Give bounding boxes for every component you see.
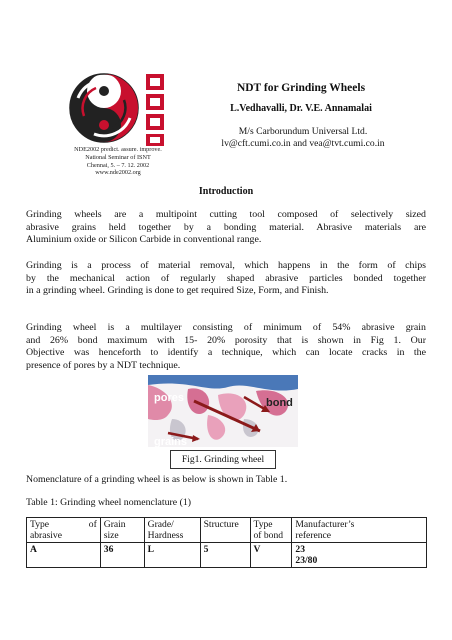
table-cell: V xyxy=(250,543,292,568)
paragraph-line: abrasive grains held together by a bonding material. Abrasive materials are xyxy=(26,221,426,233)
table-cell: 36 xyxy=(100,543,144,568)
figure-caption: Fig1. Grinding wheel xyxy=(170,450,276,469)
conference-line: Chennai, 5. – 7. 12. 2002 xyxy=(86,161,150,169)
paragraph-1 xyxy=(26,209,426,247)
paragraph-line: Objective was henceforth to identify a technique, which can locate cracks in the xyxy=(26,347,426,359)
conference-info xyxy=(56,146,180,177)
paragraph-2 xyxy=(26,260,426,298)
table-header-cell: Type of bond xyxy=(250,518,292,543)
paper-title: NDT for Grinding Wheels xyxy=(236,82,366,94)
conference-line: National Seminar of ISNT xyxy=(85,153,151,161)
paragraph-line: Grinding is a process of material removal, which happens in the form of chips xyxy=(26,260,426,271)
paragraph-3 xyxy=(26,322,426,372)
paragraph-line: Aluminium oxide or Silicon Carbide in conventional range. xyxy=(26,234,262,246)
section-heading: Introduction xyxy=(198,186,254,197)
figure-label-grains: grains xyxy=(154,436,188,447)
conference-line: NDE2002 predict. assure. improve. xyxy=(74,146,162,153)
nde2002-logo xyxy=(64,68,176,150)
figure-label-pores: pores xyxy=(154,392,184,404)
paragraph-line: Grinding wheel is a multilayer consisting of minimum of 54% abrasive grain xyxy=(26,322,426,333)
table-cell: L xyxy=(144,543,200,568)
paragraph-line: and 26% bond maximum with 15- 20% porosity that is shown in Fig 1. Our xyxy=(26,334,426,346)
grinding-wheel-figure xyxy=(148,375,298,447)
table-header-cell: Manufacturer’s reference xyxy=(292,518,427,543)
table-header-cell: Structure xyxy=(200,518,250,543)
table-header-cell: Grade/ Hardness xyxy=(144,518,200,543)
table-cell: 23 23/80 xyxy=(292,543,427,568)
table-header-cell: Grain size xyxy=(100,518,144,543)
nomenclature-table xyxy=(26,517,427,568)
paragraph-line: presence of pores by a NDT technique. xyxy=(26,359,181,371)
paragraph-line: in a grinding wheel. Grinding is done to get required Size, Form, and Finish. xyxy=(26,285,329,297)
table-cell: A xyxy=(27,543,101,568)
paragraph-line: Grinding wheels are a multipoint cutting tool composed of selectively sized xyxy=(26,209,426,220)
paper-affiliation xyxy=(180,126,426,150)
table-header-row xyxy=(27,518,427,543)
paper-authors: L.Vedhavalli, Dr. V.E. Annamalai xyxy=(230,103,372,114)
paragraph-line: by the mechanical action of regularly shaped abrasive particles bonded together xyxy=(26,272,426,284)
table-cell: 5 xyxy=(200,543,250,568)
nomenclature-text: Nomenclature of a grinding wheel is as below is shown in Table 1. xyxy=(26,474,288,485)
figure-label-bond: bond xyxy=(266,397,293,409)
table-header-cell: Type of abrasive xyxy=(27,518,101,543)
conference-url: www.nde2002.org xyxy=(95,169,141,177)
table-caption: Table 1: Grinding wheel nomenclature (1) xyxy=(26,497,191,508)
affiliation-company: M/s Carborundum Universal Ltd. xyxy=(238,126,368,137)
table-row xyxy=(27,543,427,568)
affiliation-emails: lv@cft.cumi.co.in and vea@tvt.cumi.co.in xyxy=(221,138,385,149)
